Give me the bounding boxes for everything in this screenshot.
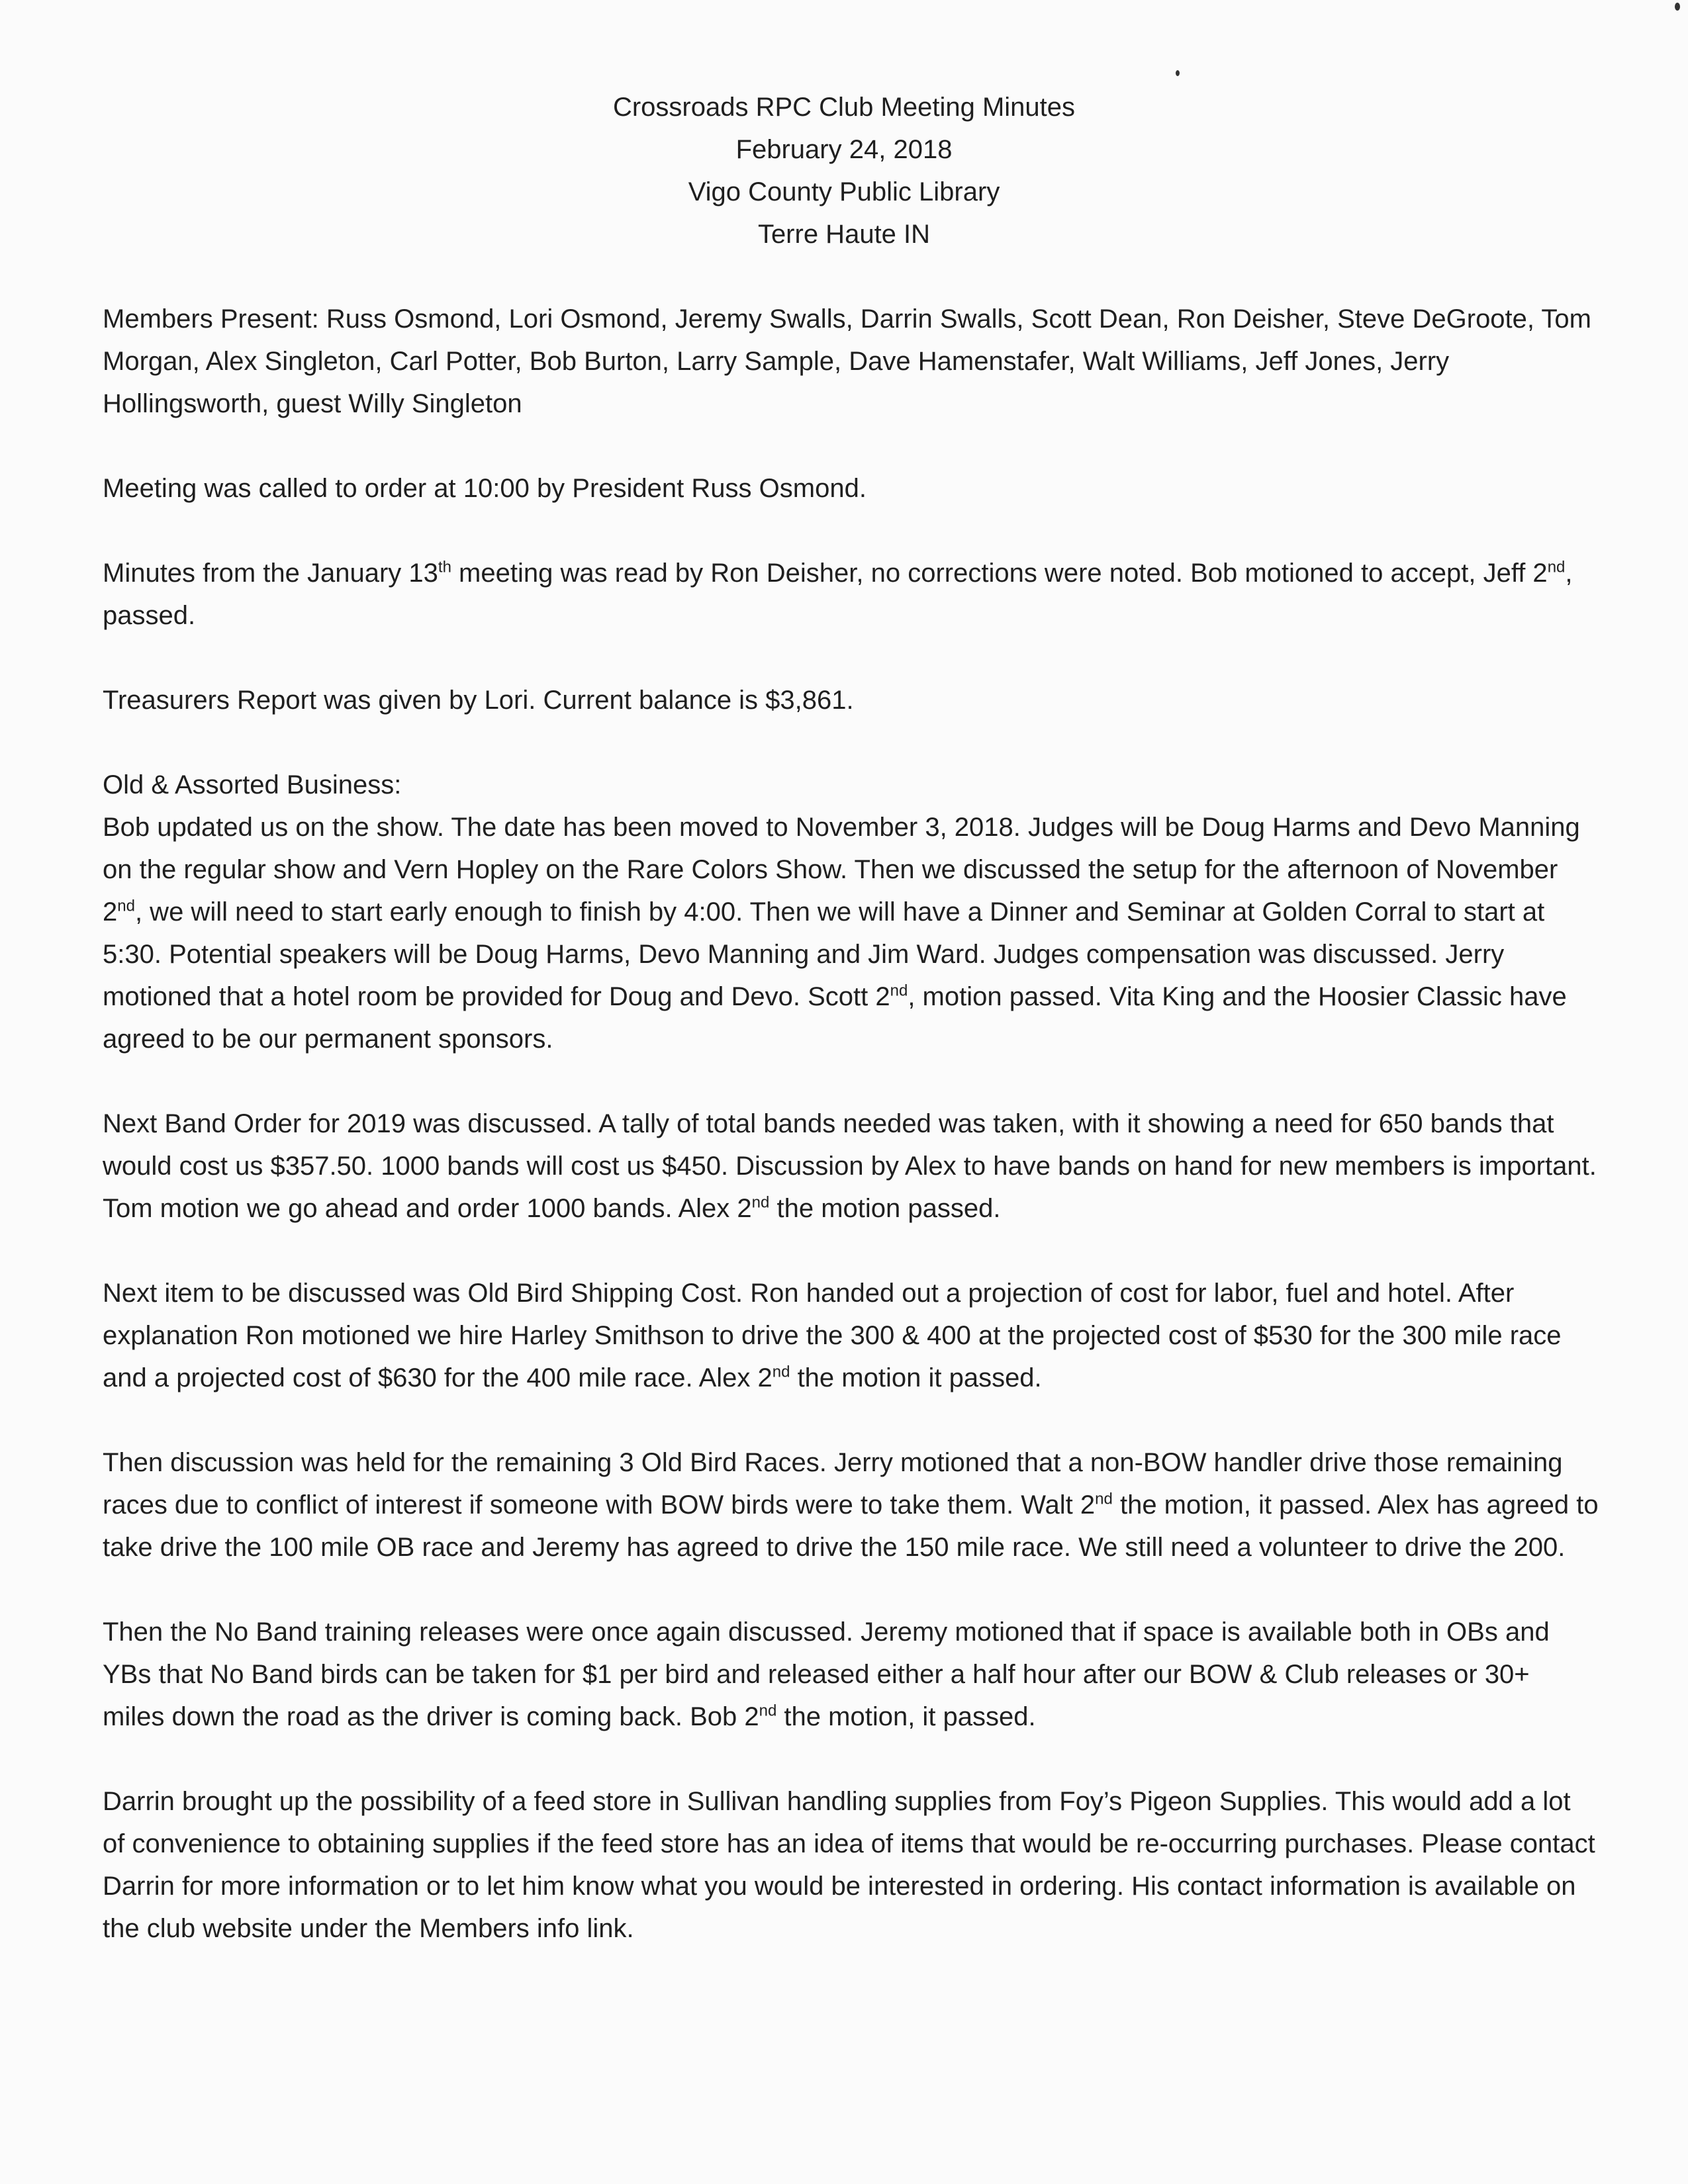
no-band-releases-paragraph (103, 1611, 1599, 1738)
document-header (0, 86, 1688, 255)
ordinal-suffix: nd (751, 1193, 770, 1212)
old-business-heading: Old & Assorted Business: (103, 770, 402, 799)
text-run: the motion, it passed. Alex has agreed to take drive the 100 mile OB race and Jeremy has agreed to drive the 150 mile race. We still need a volunteer to drive the 200. (103, 1490, 1599, 1562)
band-order-paragraph (103, 1103, 1599, 1230)
text-run: Next item to be discussed was Old Bird Shipping Cost. Ron handed out a projection of cost for labor, fuel and hotel. After explanation Ron motioned we hire Harley Smithson to drive the 300 & 400 at the projected cost of $530 for the 300 mile race and a projected cost of $630 for the 400 mile race. Alex 2 (103, 1279, 1562, 1392)
meeting-location: Vigo County Public Library (688, 177, 1000, 206)
text-run: the motion, it passed. (776, 1702, 1036, 1731)
text-run: , motion passed. Vita King and the Hoosier Classic have agreed to be our permanent sponsors. (103, 982, 1567, 1054)
text-run: Minutes from the January 13 (103, 559, 438, 588)
feed-store-paragraph: Darrin brought up the possibility of a feed store in Sullivan handling supplies from Foy’s Pigeon Supplies. This would add a lot of convenience to obtaining supplies if the feed store has an idea of items that would be re-occurring purchases. Please contact Darrin for more information or to let him know what you would be interested in ordering. His contact information is available on the club website under the Members info link. (103, 1787, 1595, 1943)
ordinal-suffix: th (438, 558, 451, 576)
shipping-cost-paragraph (103, 1272, 1599, 1399)
call-to-order-paragraph: Meeting was called to order at 10:00 by President Russ Osmond. (103, 474, 867, 503)
minutes-body (103, 298, 1599, 1992)
text-run: Then the No Band training releases were once again discussed. Jeremy motioned that if space is available both in OBs and YBs that No Band birds can be taken for $1 per bird and released either a half hour after our BOW & Club releases or 30+ miles down the road as the driver is coming back. Bob 2 (103, 1617, 1550, 1731)
members-present-paragraph: Members Present: Russ Osmond, Lori Osmond, Jeremy Swalls, Darrin Swalls, Scott Dean, Ron Deisher, Steve DeGroote, Tom Morgan, Alex Singleton, Carl Potter, Bob Burton, Larry Sample, Dave Hamenstafer, Walt Williams, Jeff Jones, Jerry Hollingsworth, guest Willy Singleton (103, 304, 1591, 418)
ordinal-suffix: nd (1095, 1490, 1113, 1508)
previous-minutes-paragraph (103, 552, 1599, 637)
document-title: Crossroads RPC Club Meeting Minutes (612, 93, 1076, 122)
text-run: Then discussion was held for the remaining 3 Old Bird Races. Jerry motioned that a non-BOW handler drive those remaining races due to conflict of interest if someone with BOW birds were to take them. Walt 2 (103, 1448, 1563, 1520)
ordinal-suffix: nd (759, 1702, 777, 1720)
ordinal-suffix: nd (890, 981, 908, 1000)
text-run: meeting was read by Ron Deisher, no corrections were noted. Bob motioned to accept, Jeff 2 (451, 559, 1548, 588)
scan-speck (1675, 3, 1680, 11)
remaining-races-paragraph (103, 1441, 1599, 1569)
scan-speck (1176, 70, 1180, 76)
meeting-date: February 24, 2018 (735, 135, 953, 164)
text-run: Bob updated us on the show. The date has been moved to November 3, 2018. Judges will be Doug Harms and Devo Manning on the regular show and Vern Hopley on the Rare Colors Show. Then we discussed the setup for the afternoon of November 2 (103, 813, 1580, 927)
show-update-paragraph (103, 806, 1599, 1060)
meeting-city: Terre Haute IN (757, 220, 931, 249)
text-run: Next Band Order for 2019 was discussed. A tally of total bands needed was taken, with it showing a need for 650 bands that would cost us $357.50. 1000 bands will cost us $450. Discussion by Alex to have bands on hand for new members is important. Tom motion we go ahead and order 1000 bands. Alex 2 (103, 1109, 1597, 1223)
text-run: , we will need to start early enough to finish by 4:00. Then we will have a Dinner and Seminar at Golden Corral to start at 5:30. Potential speakers will be Doug Harms, Devo Manning and Jim Ward. Judges compensation was discussed. Jerry motioned that a hotel room be provided for Doug and Devo. Scott 2 (103, 897, 1545, 1011)
treasurer-report-paragraph: Treasurers Report was given by Lori. Current balance is $3,861. (103, 686, 854, 715)
ordinal-suffix: nd (772, 1363, 790, 1381)
text-run: , passed. (103, 559, 1573, 630)
ordinal-suffix: nd (117, 897, 135, 915)
text-run: the motion passed. (769, 1194, 1001, 1223)
ordinal-suffix: nd (1547, 558, 1566, 576)
text-run: the motion it passed. (790, 1363, 1042, 1392)
